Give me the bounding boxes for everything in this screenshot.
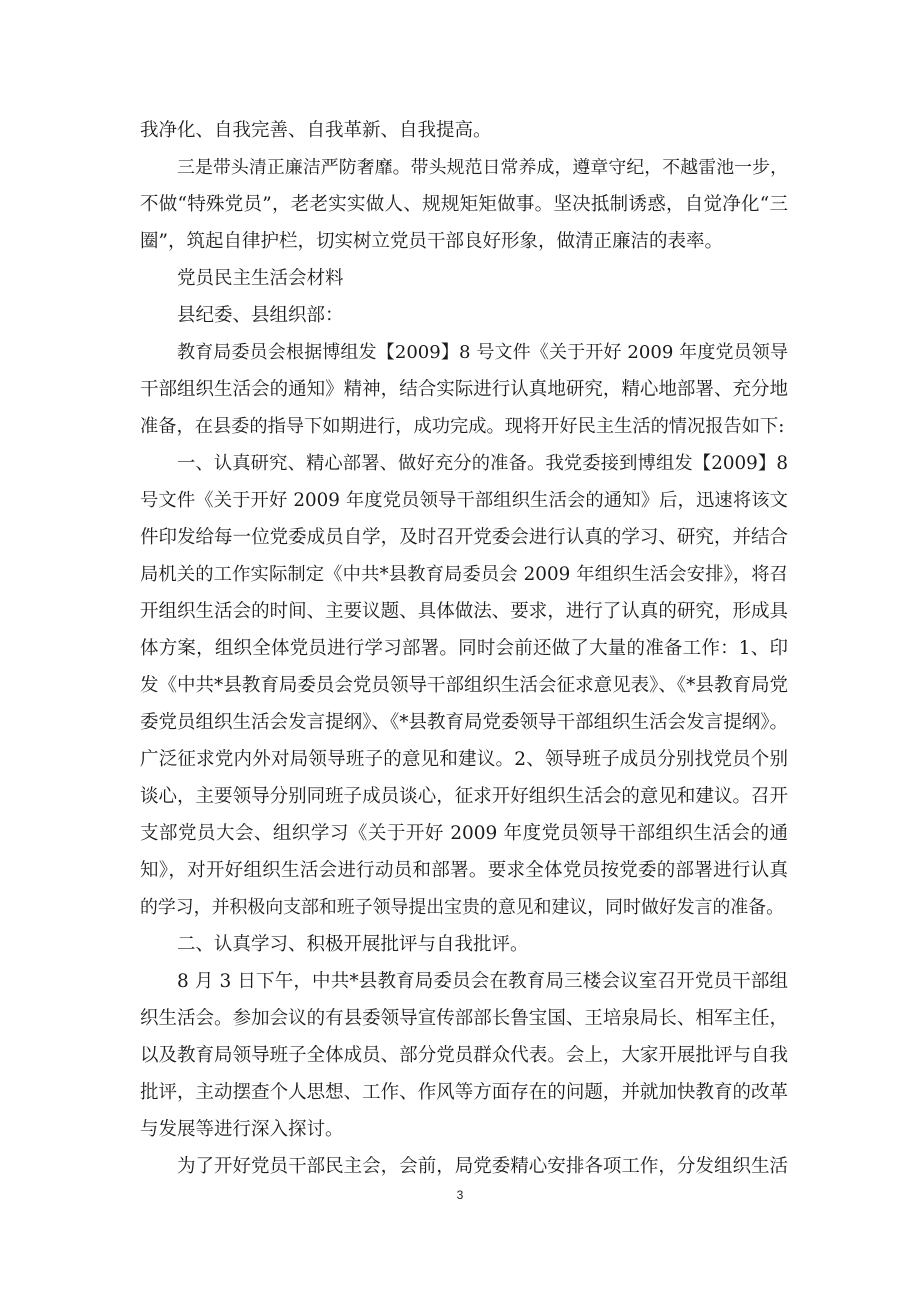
text-line: 党员民主生活会材料: [177, 268, 344, 289]
text-line: 广泛征求党内外对局领导班子的意见和建议。2、领导班子成员分别找党员个别: [140, 749, 788, 770]
text-line: 体方案，组织全体党员进行学习部署。同时会前还做了大量的准备工作：1、印: [140, 638, 788, 659]
text-line: 批评，主动摆查个人思想、工作、作风等方面存在的问题，并就加快教育的改革: [140, 1082, 788, 1103]
text-line: 发《中共*县教育局委员会党员领导干部组织生活会征求意见表》、《*县教育局党: [140, 675, 788, 696]
text-line: 圈”，筑起自律护栏，切实树立党员干部良好形象，做清正廉洁的表率。: [140, 231, 723, 252]
text-line: 一、认真研究、精心部署、做好充分的准备。我党委接到博组发【2009】8: [177, 453, 788, 474]
text-line: 为了开好党员干部民主会，会前，局党委精心安排各项工作，分发组织生活: [177, 1156, 788, 1177]
text-line: 织生活会。参加会议的有县委领导宣传部部长鲁宝国、王培泉局长、相军主任，: [140, 1008, 788, 1029]
text-line: 教育局委员会根据博组发【2009】8 号文件《关于开好 2009 年度党员领导: [177, 342, 788, 363]
text-line: 号文件《关于开好 2009 年度党员领导干部组织生活会的通知》后，迅速将该文: [140, 490, 788, 511]
document-body: [140, 112, 788, 1185]
text-line: 谈心，主要领导分别同班子成员谈心，征求开好组织生活会的意见和建议。召开: [140, 786, 788, 807]
text-line: 以及教育局领导班子全体成员、部分党员群众代表。会上，大家开展批评与自我: [140, 1045, 788, 1066]
page-number: 3: [456, 1188, 464, 1202]
text-line: 不做“特殊党员”，老老实实做人、规规矩矩做事。坚决抵制诱惑，自觉净化“三: [140, 194, 788, 215]
text-line: 开组织生活会的时间、主要议题、具体做法、要求，进行了认真的研究，形成具: [140, 601, 788, 622]
text-line: 准备，在县委的指导下如期进行，成功完成。现将开好民主生活的情况报告如下:: [140, 416, 785, 437]
text-line: 局机关的工作实际制定《中共*县教育局委员会 2009 年组织生活会安排》，将召: [140, 564, 788, 585]
text-line: 的学习，并积极向支部和班子领导提出宝贵的意见和建议，同时做好发言的准备。: [140, 897, 785, 918]
text-line: 三是带头清正廉洁严防奢靡。带头规范日常养成，遵章守纪，不越雷池一步，: [177, 157, 788, 178]
text-line: 二、认真学习、积极开展批评与自我批评。: [177, 934, 529, 955]
text-line: 委党员组织生活会发言提纲》、《*县教育局党委领导干部组织生活会发言提纲》。: [140, 712, 788, 733]
text-line: 我净化、自我完善、自我革新、自我提高。: [140, 120, 492, 141]
text-line: 件印发给每一位党委成员自学，及时召开党委会进行认真的学习、研究，并结合: [140, 527, 788, 548]
text-line: 知》，对开好组织生活会进行动员和部署。要求全体党员按党委的部署进行认真: [140, 860, 788, 881]
text-line: 干部组织生活会的通知》精神，结合实际进行认真地研究，精心地部署、充分地: [140, 379, 788, 400]
text-line: 与发展等进行深入探讨。: [140, 1119, 344, 1140]
text-line: 支部党员大会、组织学习《关于开好 2009 年度党员领导干部组织生活会的通: [140, 823, 788, 844]
text-line: 8 月 3 日下午，中共*县教育局委员会在教育局三楼会议室召开党员干部组: [177, 971, 788, 992]
text-line: 县纪委、县组织部：: [177, 305, 344, 326]
